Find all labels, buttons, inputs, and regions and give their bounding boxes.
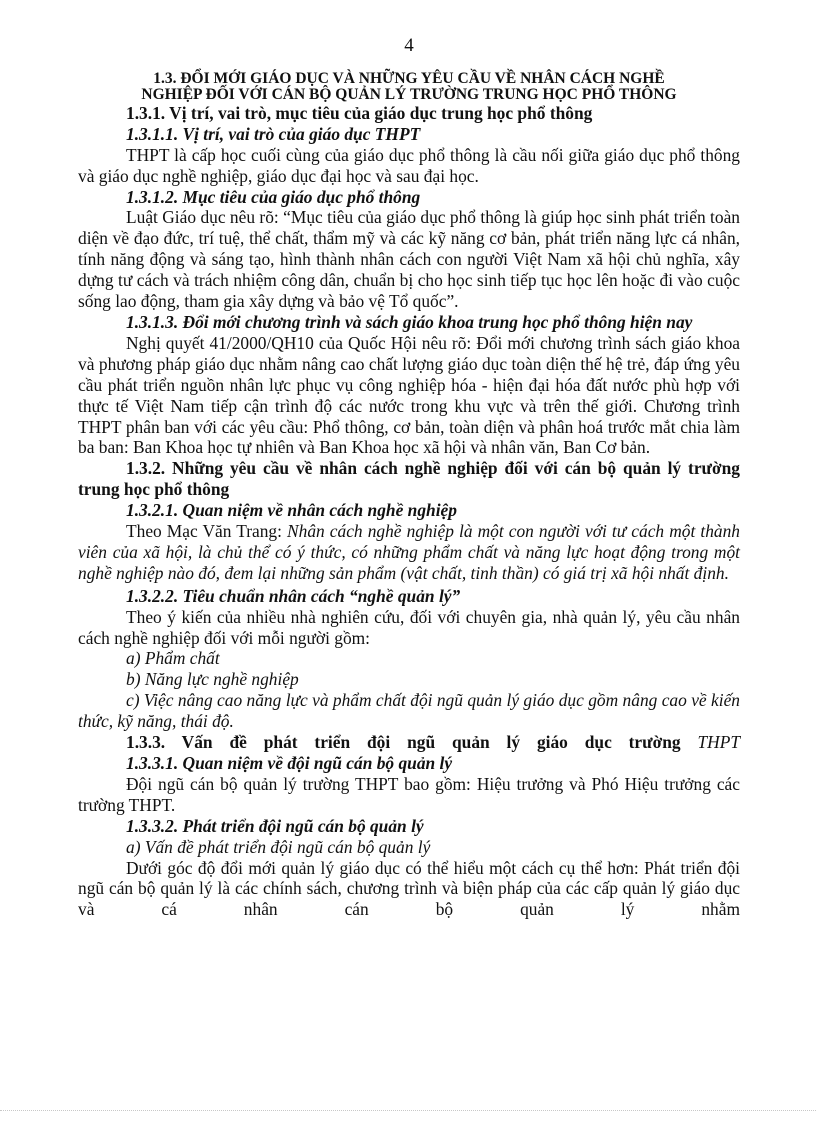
heading-1-3-3-text: 1.3.3. Vấn đề phát triển đội ngũ quản lý giáo dục trường (126, 732, 681, 753)
page-number: 4 (404, 35, 414, 56)
heading-1-3-3-2: 1.3.3.2. Phát triển đội ngũ cán bộ quản lý (126, 815, 424, 836)
definition-text: Nhân cách nghề nghiệp là một con người với tư cách một thành viên của xã hội, là chủ thể có ý thức, có những phẩm chất và năng lực hoạt động trong một nghề nghiệp nào đó, đem lại những sản phẩm (vật chất, tinh thần) có giá trị xã hội nhất định. (78, 521, 740, 583)
section-heading-line-2: NGHIỆP ĐỐI VỚI CÁN BỘ QUẢN LÝ TRƯỜNG TRUNG HỌC PHỔ THÔNG (141, 85, 677, 103)
paragraph-doi-ngu: Đội ngũ cán bộ quản lý trường THPT bao gồm: Hiệu trưởng và Phó Hiệu trưởng các trường THPT. (78, 773, 740, 815)
paragraph-duoi-goc-do: Dưới góc độ đổi mới quản lý giáo dục có thể hiểu một cách cụ thể hơn: Phát triển đội ngũ cán bộ quản lý là các chính sách, chương trình và biện pháp của các cấp quản lý giáo dục và cá nhân cán bộ quản lý nhằm (78, 857, 740, 920)
heading-1-3-2-1: 1.3.2.1. Quan niệm về nhân cách nghề nghiệp (126, 500, 457, 521)
paragraph-nghi-quyet: Nghị quyết 41/2000/QH10 của Quốc Hội nêu rõ: Đổi mới chương trình sách giáo khoa và phương pháp giáo dục nhằm nâng cao chất lượng giáo dục toàn diện thế hệ trẻ, đáp ứng yêu cầu phát triển nguồn nhân lực phục vụ công nghiệp hóa - hiện đại hóa đất nước phù hợp với thực tế Việt Nam tiếp cận trình độ các nước trong khu vực và trên thế giới. Chương trình THPT phân ban với các yêu cầu: Phổ thông, cơ bản, toàn diện và phân hoá trước mắt chia làm ba ban: Ban Khoa học tự nhiên và Ban Khoa học xã hội và nhân văn, Ban Cơ bản. (78, 332, 740, 458)
paragraph-thpt: THPT là cấp học cuối cùng của giáo dục phổ thông là cầu nối giữa giáo dục phổ thông và giáo dục nghề nghiệp, giáo dục đại học và sau đại học. (78, 144, 740, 186)
heading-1-3-2: 1.3.2. Những yêu cầu về nhân cách nghề nghiệp đối với cán bộ quản lý trường trung học phổ thông (78, 458, 740, 500)
heading-1-3-3 (78, 732, 740, 753)
list-item-a: a) Phẩm chất (126, 648, 220, 669)
list-item-b: b) Năng lực nghề nghiệp (126, 669, 299, 690)
list-item-a-phat-trien: a) Vấn đề phát triển đội ngũ cán bộ quản lý (126, 836, 431, 857)
list-item-c: c) Việc nâng cao năng lực và phẩm chất đội ngũ quản lý giáo dục gồm nâng cao về kiến thức, kỹ năng, thái độ. (78, 690, 740, 732)
document-page (78, 36, 740, 920)
heading-1-3-3-1: 1.3.3.1. Quan niệm về đội ngũ cán bộ quản lý (126, 753, 453, 773)
page-bottom-rule (0, 1110, 816, 1111)
paragraph-mac-van-trang (78, 521, 740, 584)
heading-1-3-1-2: 1.3.1.2. Mục tiêu của giáo dục phổ thông (126, 186, 421, 207)
author-lead: Theo Mạc Văn Trang: (126, 521, 282, 542)
heading-1-3-3-suffix: THPT (697, 732, 740, 753)
section-heading-line-1: 1.3. ĐỔI MỚI GIÁO DỤC VÀ NHỮNG YÊU CẦU VỀ NHÂN CÁCH NGHỀ (153, 69, 665, 87)
heading-1-3-2-2: 1.3.2.2. Tiêu chuẩn nhân cách “nghề quản lý” (126, 585, 461, 606)
heading-1-3-1-3: 1.3.1.3. Đổi mới chương trình và sách giáo khoa trung học phổ thông hiện nay (126, 311, 693, 332)
heading-1-3-1-1: 1.3.1.1. Vị trí, vai trò của giáo dục THPT (126, 123, 421, 144)
paragraph-tieu-chuan: Theo ý kiến của nhiều nhà nghiên cứu, đối với chuyên gia, nhà quản lý, yêu cầu nhân cách nghề nghiệp đối với mỗi người gồm: (78, 606, 740, 648)
paragraph-luat-giao-duc: Luật Giáo dục nêu rõ: “Mục tiêu của giáo dục phổ thông là giúp học sinh phát triển toàn diện về đạo đức, trí tuệ, thể chất, thẩm mỹ và các kỹ năng cơ bản, phát triển năng lực cá nhân, tính năng động và sáng tạo, hình thành nhân cách con người Việt Nam xã hội chủ nghĩa, xây dựng tư cách và trách nhiệm công dân, chuẩn bị cho học sinh tiếp tục học lên hoặc đi vào cuộc sống lao động, tham gia xây dựng và bảo vệ Tổ quốc”. (78, 207, 740, 312)
heading-1-3-1: 1.3.1. Vị trí, vai trò, mục tiêu của giáo dục trung học phổ thông (126, 102, 593, 123)
